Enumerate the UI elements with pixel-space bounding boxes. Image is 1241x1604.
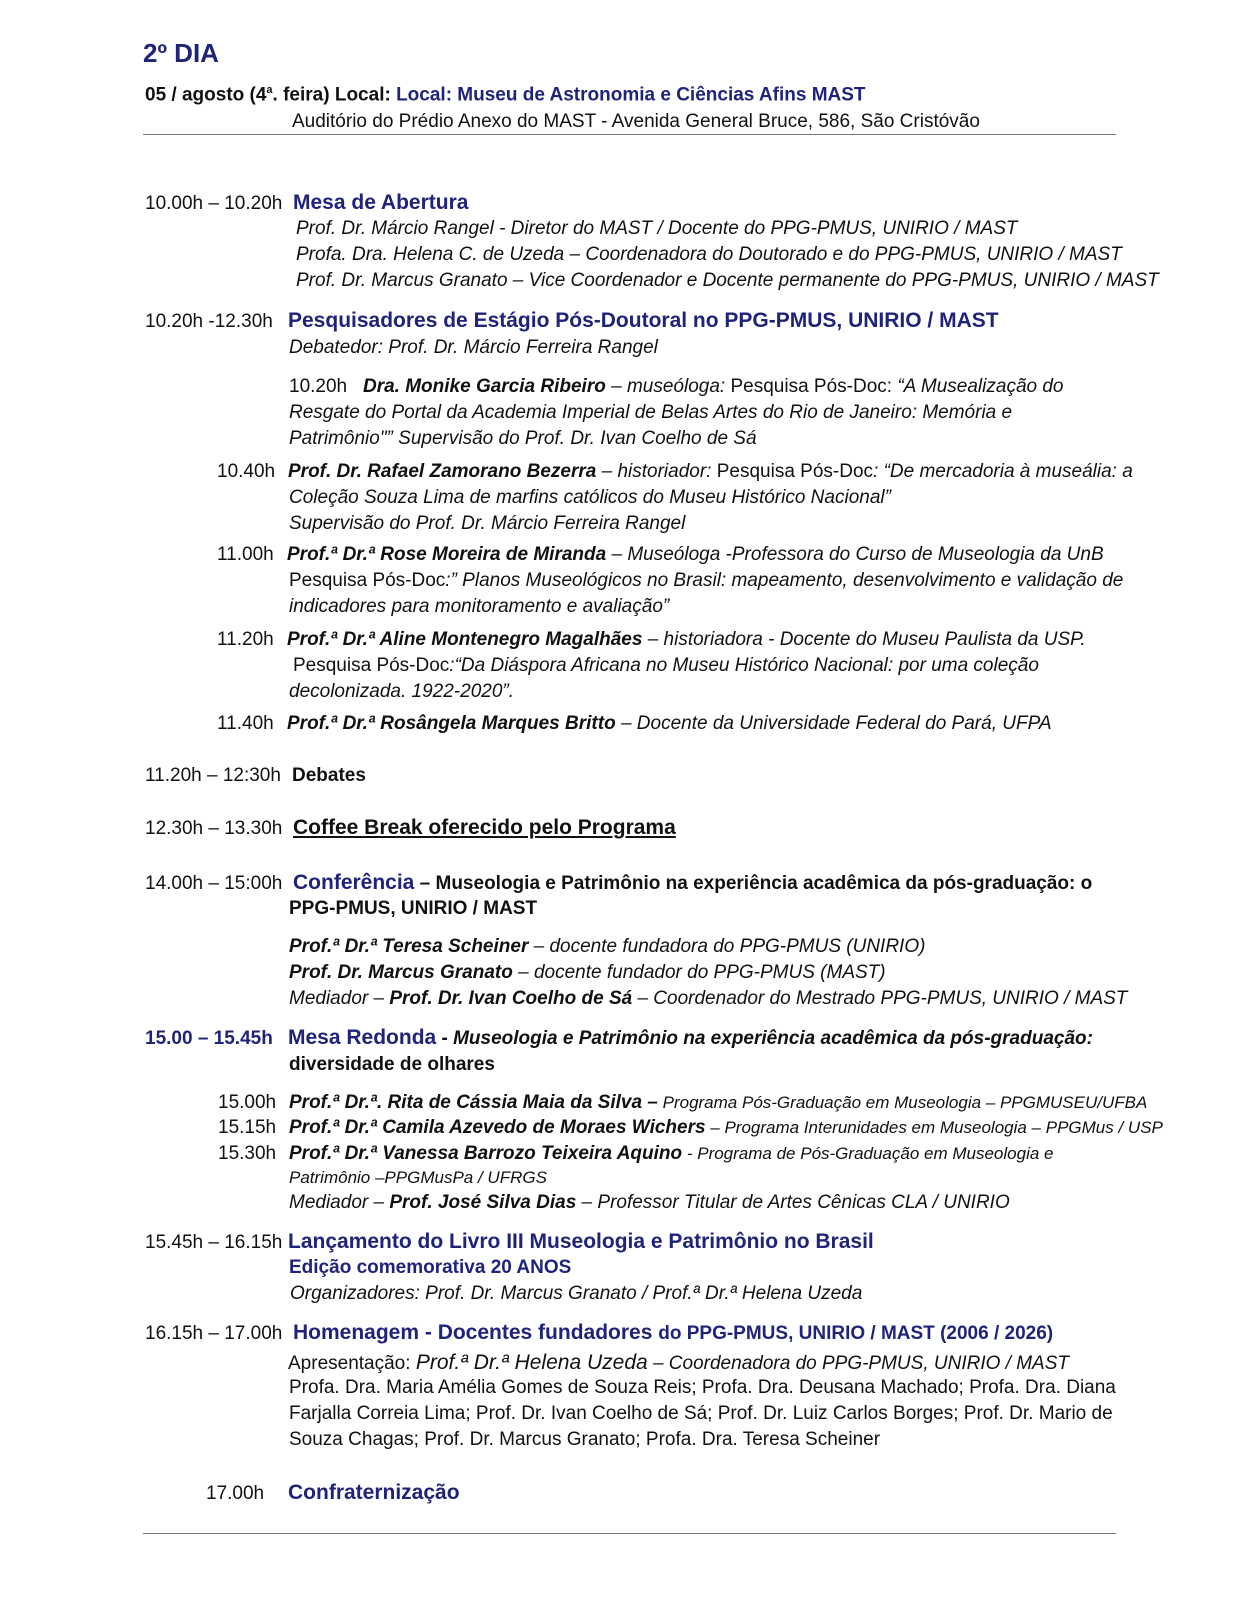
research-title: :” Planos Museológicos no Brasil: mapeamento, desenvolvimento e validação de	[445, 570, 1124, 591]
research-label: Pesquisa Pós-Doc	[293, 655, 450, 676]
speaker-name: Prof.ª Dr.ª Rosângela Marques Britto	[287, 713, 616, 734]
speaker-role: – docente fundador do PPG-PMUS (MAST)	[512, 962, 886, 983]
date-suffix: . feira) Local:	[272, 84, 397, 106]
conferencia-mediador	[289, 988, 1127, 1011]
confra-title: Confraternização	[288, 1481, 460, 1504]
date-line	[145, 84, 866, 107]
speaker-name: Prof.ª Dr.ª Rose Moreira de Miranda	[287, 544, 607, 565]
abertura-line-3: Prof. Dr. Marcus Granato – Vice Coordenador e Docente permanente do PPG-PMUS, UNIRIO / MAST	[296, 270, 1159, 291]
speaker-name: Prof. Dr. Rafael Zamorano Bezerra	[288, 461, 597, 482]
mesa-heading	[288, 1025, 1093, 1051]
conferencia-heading	[293, 870, 1092, 896]
posdoc-debatedor: Debatedor: Prof. Dr. Márcio Ferreira Rangel	[289, 337, 658, 358]
header-divider	[143, 134, 1116, 135]
lancamento-organizadores: Organizadores: Prof. Dr. Marcus Granato / Prof.ª Dr.ª Helena Uzeda	[290, 1283, 863, 1304]
speaker-role: – Coordenadora do PPG-PMUS, UNIRIO / MAST	[647, 1353, 1069, 1374]
homenagem-title: Homenagem - Docentes fundadores	[293, 1321, 659, 1344]
research-label: Pesquisa Pós-Doc	[716, 461, 874, 482]
mediador-label: Mediador –	[289, 988, 390, 1009]
mesa-title: Mesa Redonda	[288, 1026, 437, 1049]
posdoc-item-3-line-2	[289, 570, 1123, 593]
speaker-name: Prof.ª Dr.ª. Rita de Cássia Maia da Silva –	[289, 1092, 658, 1113]
conferencia-title: Conferência	[293, 871, 415, 894]
speaker-role: – Professor Titular de Artes Cênicas CLA / UNIRIO	[576, 1192, 1010, 1213]
speaker-role: - Programa de Pós-Graduação em Museologia e	[682, 1144, 1054, 1163]
posdoc-item-1	[289, 376, 1064, 399]
speaker-name: Prof.ª Dr.ª Vanessa Barrozo Teixeira Aquino	[289, 1143, 683, 1164]
homenagem-apresentacao	[288, 1350, 1069, 1376]
research-title: : “De mercadoria à museália: a	[873, 461, 1133, 482]
mesa-item-1-time: 15.00h	[218, 1092, 277, 1113]
speaker-role: – museóloga:	[605, 376, 731, 397]
speaker-role: – Museóloga -Professora do Curso de Museologia da UnB	[606, 544, 1104, 565]
address: Auditório do Prédio Anexo do MAST - Avenida General Bruce, 586, São Cristóvão	[292, 111, 980, 132]
date-prefix: 05 / agosto (4	[145, 84, 267, 106]
mesa-time: 15.00 – 15.45h	[145, 1028, 273, 1049]
posdoc-item-5	[287, 713, 1052, 736]
conferencia-time: 14.00h – 15:00h	[145, 873, 283, 894]
posdoc-item-2-line-2: Coleção Souza Lima de marfins católicos do Museu Histórico Nacional”	[289, 487, 891, 508]
conferencia-speaker-1	[289, 936, 925, 959]
posdoc-item-3-time: 11.00h	[217, 544, 274, 565]
posdoc-item-2	[288, 461, 1133, 484]
conferencia-speaker-2	[289, 962, 886, 985]
abertura-line-1: Prof. Dr. Márcio Rangel - Diretor do MAST / Docente do PPG-PMUS, UNIRIO / MAST	[296, 218, 1018, 239]
posdoc-item-2-time: 10.40h	[217, 461, 276, 482]
abertura-title: Mesa de Abertura	[293, 191, 469, 214]
apresentacao-label: Apresentação:	[288, 1353, 416, 1374]
conferencia-subtitle: – Museologia e Patrimônio na experiência acadêmica da pós-graduação: o	[414, 873, 1093, 894]
mesa-item-2	[289, 1117, 1163, 1140]
speaker-role: – Programa Interunidades em Museologia – PPGMus / USP	[705, 1118, 1163, 1137]
posdoc-item-1-line-3: Patrimônio"” Supervisão do Prof. Dr. Ivan Coelho de Sá	[289, 428, 757, 449]
debates-title: Debates	[292, 765, 366, 786]
posdoc-item-3-line-3: indicadores para monitoramento e avaliação”	[289, 596, 670, 617]
speaker-name: Prof.ª Dr.ª Camila Azevedo de Moraes Wichers	[289, 1117, 706, 1138]
research-title: “A Musealização do	[897, 376, 1064, 397]
research-label: Pesquisa Pós-Doc:	[730, 376, 898, 397]
posdoc-item-4	[287, 629, 1086, 652]
speaker-role: – docente fundadora do PPG-PMUS (UNIRIO)	[528, 936, 926, 957]
speaker-role: – Coordenador do Mestrado PPG-PMUS, UNIRIO / MAST	[632, 988, 1128, 1009]
homenagem-line-3: Souza Chagas; Prof. Dr. Marcus Granato; Profa. Dra. Teresa Scheiner	[289, 1429, 881, 1450]
posdoc-item-1-line-2: Resgate do Portal da Academia Imperial de Belas Artes do Rio de Janeiro: Memória e	[289, 402, 1013, 423]
homenagem-heading	[293, 1320, 1053, 1346]
speaker-role: Programa Pós-Graduação em Museologia – PPGMUSEU/UFBA	[657, 1093, 1148, 1112]
lancamento-time: 15.45h – 16.15h	[145, 1232, 283, 1253]
mesa-subtitle: - Museologia e Patrimônio na experiência acadêmica da pós-graduação:	[436, 1028, 1093, 1049]
date-sup: a	[266, 84, 273, 96]
mesa-item-3-line-2: Patrimônio –PPGMusPa / UFRGS	[289, 1168, 547, 1187]
speaker-role: – historiador:	[596, 461, 717, 482]
posdoc-item-5-time: 11.40h	[217, 713, 274, 734]
homenagem-line-2: Farjalla Correia Lima; Prof. Dr. Ivan Coelho de Sá; Prof. Dr. Luiz Carlos Borges; Prof. Dr. Mario de	[289, 1403, 1113, 1424]
speaker-name: Prof. Dr. Marcus Granato	[289, 962, 513, 983]
speaker-name: Prof.ª Dr.ª Aline Montenegro Magalhães	[287, 629, 643, 650]
posdoc-item-4-line-2	[293, 655, 1039, 678]
research-title: :“Da Diáspora Africana no Museu Histórico Nacional: por uma coleção	[449, 655, 1039, 676]
speaker-name: Prof. Dr. Ivan Coelho de Sá	[389, 988, 633, 1009]
posdoc-item-2-line-3: Supervisão do Prof. Dr. Márcio Ferreira Rangel	[289, 513, 686, 534]
time-label: 10.20h	[289, 376, 348, 397]
abertura-line-2: Profa. Dra. Helena C. de Uzeda – Coordenadora do Doutorado e do PPG-PMUS, UNIRIO / MAST	[296, 244, 1122, 265]
posdoc-item-3	[287, 544, 1104, 567]
footer-divider	[143, 1533, 1116, 1534]
coffee-time: 12.30h – 13.30h	[145, 818, 283, 839]
homenagem-title-rest: do PPG-PMUS, UNIRIO / MAST (2006 / 2026)	[658, 1323, 1054, 1344]
lancamento-title: Lançamento do Livro III Museologia e Patrimônio no Brasil	[288, 1230, 874, 1253]
research-label: Pesquisa Pós-Doc	[289, 570, 446, 591]
homenagem-time: 16.15h – 17.00h	[145, 1323, 283, 1344]
coffee-title: Coffee Break oferecido pelo Programa	[293, 816, 676, 839]
speaker-name: Prof. José Silva Dias	[389, 1192, 577, 1213]
mediador-label: Mediador –	[289, 1192, 390, 1213]
posdoc-time: 10.20h -12.30h	[145, 311, 273, 332]
conferencia-subtitle-2: PPG-PMUS, UNIRIO / MAST	[289, 898, 538, 919]
speaker-role: – Docente da Universidade Federal do Pará, UFPA	[615, 713, 1052, 734]
mesa-item-1	[289, 1092, 1147, 1115]
page-title: 2º DIA	[143, 38, 219, 68]
posdoc-title: Pesquisadores de Estágio Pós-Doutoral no PPG-PMUS, UNIRIO / MAST	[288, 309, 999, 332]
mesa-item-3	[289, 1143, 1053, 1166]
mesa-item-2-time: 15.15h	[218, 1117, 277, 1138]
venue: Local: Museu de Astronomia e Ciências Afins MAST	[396, 84, 866, 106]
speaker-name: Dra. Monike Garcia Ribeiro	[362, 376, 606, 397]
lancamento-subtitle: Edição comemorativa 20 ANOS	[289, 1257, 572, 1278]
speaker-role: – historiadora - Docente do Museu Paulista da USP.	[642, 629, 1086, 650]
mesa-mediador	[289, 1192, 1010, 1215]
speaker-name: Prof.ª Dr.ª Teresa Scheiner	[289, 936, 529, 957]
confra-time: 17.00h	[206, 1483, 265, 1504]
mesa-item-3-time: 15.30h	[218, 1143, 277, 1164]
speaker-name: Prof.ª Dr.ª Helena Uzeda	[415, 1351, 648, 1374]
mesa-subtitle-2: diversidade de olhares	[289, 1054, 495, 1075]
debates-time: 11.20h – 12:30h	[145, 765, 281, 786]
homenagem-line-1: Profa. Dra. Maria Amélia Gomes de Souza Reis; Profa. Dra. Deusana Machado; Profa. Dra. Diana	[289, 1377, 1116, 1398]
abertura-time: 10.00h – 10.20h	[145, 193, 283, 214]
posdoc-item-4-time: 11.20h	[217, 629, 274, 650]
posdoc-item-4-line-3: decolonizada. 1922-2020”.	[289, 681, 515, 702]
